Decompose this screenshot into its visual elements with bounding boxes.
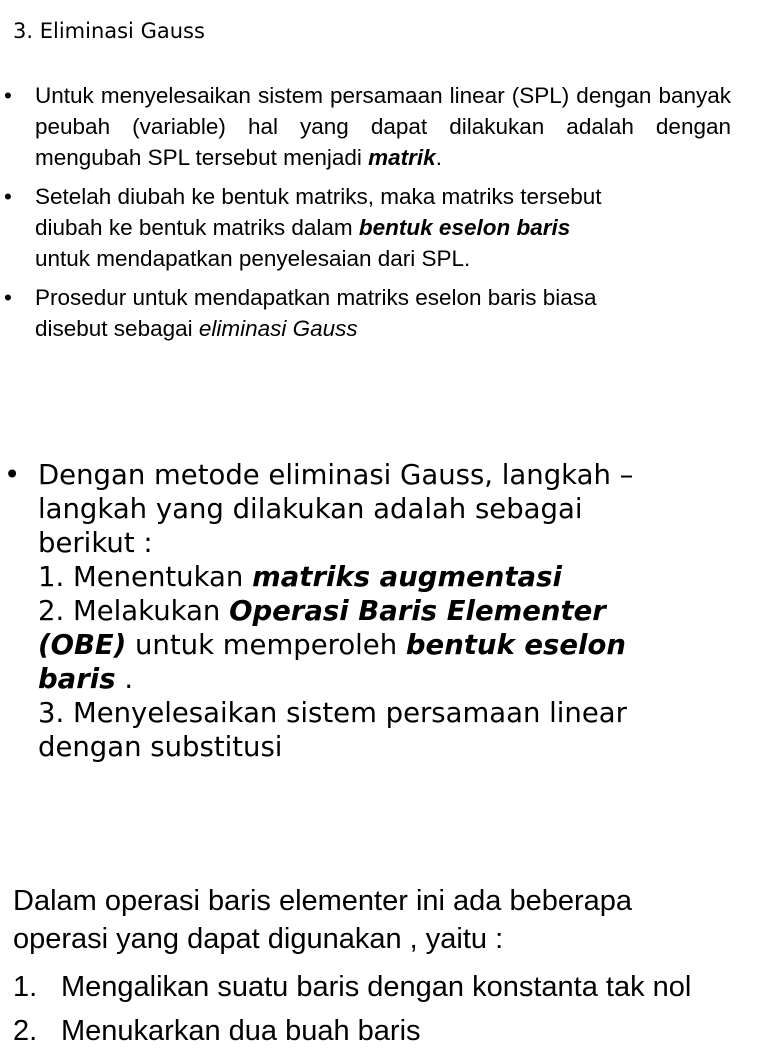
step-3: 3. Menyelesaikan sistem persamaan linear — [38, 697, 627, 729]
bullet-item-eselon — [0, 181, 768, 274]
emphasis-eliminasi-gauss: eliminasi Gauss — [198, 316, 358, 341]
operations-list — [13, 965, 753, 1053]
steps-intro-line: Dengan metode eliminasi Gauss, langkah – — [38, 459, 634, 491]
step-2 — [38, 594, 748, 628]
step-2-end — [38, 662, 748, 696]
steps-bullet-list — [0, 458, 768, 764]
operations-intro-line: Dalam operasi baris elementer ini ada beberapa — [13, 885, 633, 917]
operations-intro-line: operasi yang dapat digunakan , yaitu : — [13, 923, 504, 955]
step-2-text: 2. Melakukan — [38, 595, 230, 627]
bullet-line: untuk mendapatkan penyelesaian dari SPL. — [35, 246, 471, 271]
emphasis-baris: baris — [38, 663, 116, 695]
step-2-mid: untuk memperoleh — [126, 629, 406, 661]
step-1 — [38, 560, 748, 594]
operation-text: Mengalikan suatu baris dengan konstanta tak nol — [61, 971, 692, 1003]
bullet-item-steps — [0, 458, 768, 764]
bullet-line — [35, 212, 731, 243]
bullet-line-text: disebut sebagai — [35, 316, 199, 341]
steps-intro-line: berikut : — [38, 527, 153, 559]
operation-number: 1. — [13, 971, 38, 1003]
step-1-text: 1. Menentukan — [38, 561, 253, 593]
steps-intro-line: langkah yang dilakukan adalah sebagai — [38, 493, 583, 525]
emphasis-obe: Operasi Baris Elementer — [229, 595, 606, 627]
bullet-item-spl — [0, 80, 768, 173]
bullet-text-end: . — [435, 145, 442, 170]
operation-text: Menukarkan dua buah baris — [61, 1015, 421, 1047]
bullet-line: Prosedur untuk mendapatkan matriks eselon baris biasa — [35, 285, 597, 310]
bullet-dot: • — [4, 184, 12, 209]
bullet-line — [35, 313, 731, 344]
emphasis-bentuk-eselon-2: bentuk eselon — [405, 629, 626, 661]
bullet-dot: • — [4, 83, 12, 108]
bullet-item-prosedur — [0, 282, 768, 344]
emphasis-obe-abbr: (OBE) — [38, 629, 127, 661]
emphasis-matriks-augmentasi: matriks augmentasi — [252, 561, 562, 593]
emphasis-matrik: matrik — [368, 145, 436, 170]
bullet-text: Untuk menyelesaikan sistem persamaan linear (SPL) dengan banyak peubah (variable) hal yang dapat dilakukan adalah dengan mengubah SPL tersebut menjadi — [35, 83, 731, 170]
bullet-line: Setelah diubah ke bentuk matriks, maka matriks tersebut — [35, 184, 602, 209]
emphasis-bentuk-eselon: bentuk eselon baris — [358, 215, 571, 240]
slide-heading: 3. Eliminasi Gauss — [13, 19, 205, 43]
bullet-dot: • — [4, 285, 12, 310]
bullet-dot: • — [4, 459, 21, 491]
step-3-cont: dengan substitusi — [38, 731, 283, 763]
intro-bullet-list — [0, 80, 768, 352]
bullet-line-text: diubah ke bentuk matriks dalam — [35, 215, 359, 240]
step-2-period: . — [115, 663, 134, 695]
step-2-cont — [38, 628, 748, 662]
operations-section — [13, 882, 753, 1053]
operation-item — [13, 965, 753, 1009]
operation-item — [13, 1009, 753, 1053]
operation-number: 2. — [13, 1015, 38, 1047]
